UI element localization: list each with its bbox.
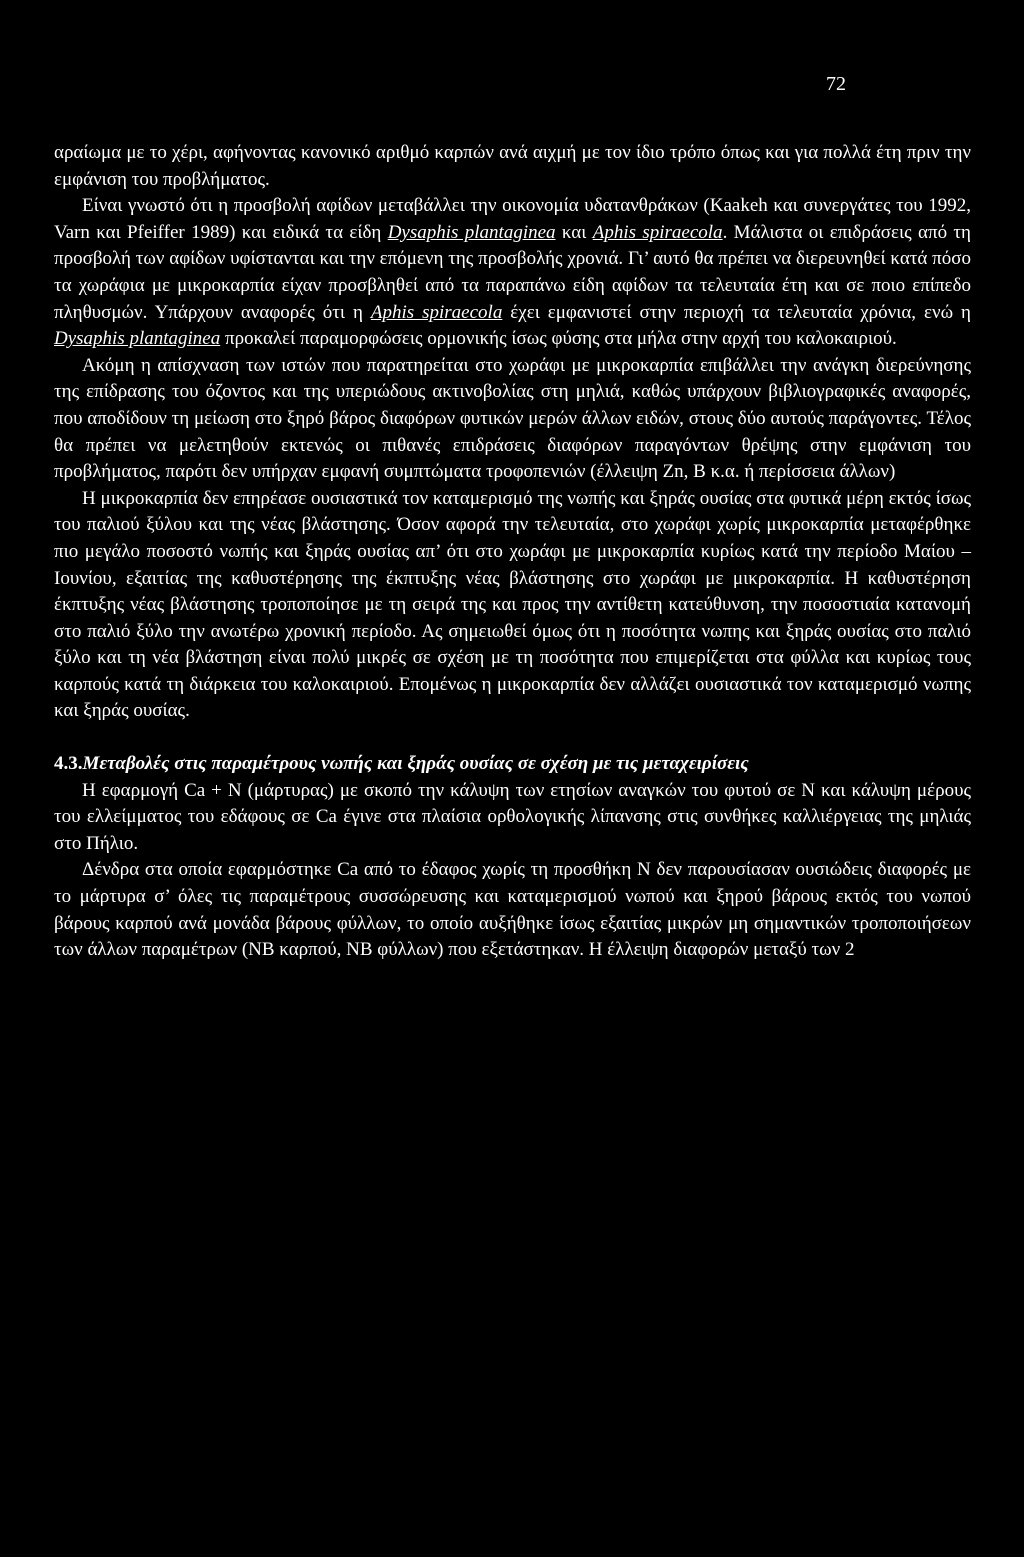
- species-name: Aphis spiraecola: [370, 301, 503, 323]
- paragraph-p6: [54, 857, 971, 963]
- paragraphs-before-section: [54, 140, 971, 725]
- text-run: αραίωμα με το χέρι, αφήνοντας κανονικό αριθμό καρπών ανά αιχμή με τον ίδιο τρόπο όπως και για πολλά έτη πριν την εμφάνιση του προβλήματος.: [54, 142, 971, 190]
- paragraph-p3: [54, 353, 971, 486]
- text-run: Η εφαρμογή Ca + N (μάρτυρας) με σκοπό την κάλυψη των ετησίων αναγκών του φυτού σε N και κάλυψη μέρους του ελλείμματος του εδάφους σε Ca έγινε στα πλαίσια ορθολογικής λίπανσης στις συνθήκες καλλιέργειας της μηλιάς στο Πήλιο.: [54, 779, 971, 854]
- section-heading: [54, 751, 971, 778]
- paragraph-p5: [54, 778, 971, 858]
- section-number: 4.3.: [54, 753, 83, 775]
- text-run: έχει εμφανιστεί στην περιοχή τα τελευταία χρόνια, ενώ η: [502, 301, 971, 323]
- document-body: [54, 140, 971, 964]
- species-name: Dysaphis plantaginea: [54, 328, 221, 350]
- paragraph-p4: [54, 486, 971, 725]
- paragraph-p1: [54, 140, 971, 193]
- section-spacer: [54, 725, 971, 751]
- paragraph-p2: [54, 193, 971, 353]
- text-run: Δένδρα στα οποία εφαρμόστηκε Ca από το έδαφος χωρίς τη προσθήκη N δεν παρουσίασαν ουσιώδεις διαφορές με το μάρτυρα σ’ όλες τις παραμέτρους συσσώρευσης και καταμερισμού νωπού και ξηρού βάρους εκτός του νωπού βάρους καρπού ανά μονάδα βάρους φύλλων, το οποίο αυξήθηκε ίσως εξαιτίας μικρών μη σημαντικών τροποποιήσεων των άλλων παραμέτρων (NB καρπού, NB φύλλων) που εξετάστηκαν. Η έλλειψη διαφορών μεταξύ των 2: [54, 859, 971, 961]
- text-run: Είναι γνωστό ότι η προσβολή αφίδων μεταβάλλει την οικονομία υδατανθράκων (Kaakeh και συνεργάτες του 1992, Varn και Pfeiffer 1989) και ειδικά τα είδη: [54, 195, 971, 243]
- species-name: Dysaphis plantaginea: [387, 221, 556, 243]
- paragraphs-after-section: [54, 778, 971, 964]
- section-title: Μεταβολές στις παραμέτρους νωπής και ξηράς ουσίας σε σχέση με τις μεταχειρίσεις: [82, 753, 749, 775]
- text-run: και: [555, 221, 593, 243]
- text-run: . Μάλιστα οι επιδράσεις από τη προσβολή των αφίδων υφίστανται και την επόμενη της προσβολής χρονιά. Γι’ αυτό θα πρέπει να διερευνηθεί κατά πόσο τα χωράφια με μικροκαρπία είχαν προσβληθεί από τα παραπάνω είδη αφίδων τα τελευταία έτη και σε ποιο επίπεδο πληθυσμών. Υπάρχουν αναφορές ότι η: [54, 221, 971, 323]
- text-run: Ακόμη η απίσχναση των ιστών που παρατηρείται στο χωράφι με μικροκαρπία επιβάλλει την ανάγκη διερεύνησης της επίδρασης του όζοντος και της υπεριώδους ακτινοβολίας στη μηλιά, καθώς υπάρχουν βιβλιογραφικές αναφορές, που αποδίδουν τη μείωση στο ξηρό βάρος διαφόρων φυτικών μερών άλλων ειδών, στους δύο αυτούς παράγοντες. Τέλος θα πρέπει να μελετηθούν εκτενώς οι πιθανές επιδράσεις διαφόρων παραγόντων θρέψης στην εμφάνιση του προβλήματος, παρότι δεν υπήρχαν εμφανή συμπτώματα τροφοπενιών (έλλειψη Zn, B κ.α. ή περίσσεια άλλων): [54, 354, 971, 483]
- page-number: 72: [826, 73, 846, 95]
- text-run: προκαλεί παραμορφώσεις ορμονικής ίσως φύσης στα μήλα στην αρχή του καλοκαιριού.: [220, 328, 897, 350]
- text-run: Η μικροκαρπία δεν επηρέασε ουσιαστικά τον καταμερισμό της νωπής και ξηράς ουσίας στα φυτικά μέρη εκτός ίσως του παλιού ξύλου και της νέας βλάστησης. Όσον αφορά την τελευταία, στο χωράφι χωρίς μικροκαρπία μεταφέρθηκε πιο μεγάλο ποσοστό νωπής και ξηράς ουσίας απ’ ότι στο χωράφι με μικροκαρπία κυρίως κατά την περίοδο Μαίου – Ιουνίου, εξαιτίας της καθυστέρησης της έκπτυξης νέας βλάστησης στο χωράφι με μικροκαρπία. Η καθυστέρηση έκπτυξης νέας βλάστησης τροποποίησε με τη σειρά της και προς την αντίθετη κατεύθυνση, την ποσοστιαία κατανομή στο παλιό ξύλο την ανωτέρω χρονική περίοδο. Ας σημειωθεί όμως ότι η ποσότητα νωπης και ξηράς ουσίας στο παλιό ξύλο και τη νέα βλάστηση είναι πολύ μικρές σε σχέση με τη ποσότητα που επιμερίζεται στα φύλλα και κυρίως τους καρπούς κατά τη διάρκεια του καλοκαιριού. Επομένως η μικροκαρπία δεν αλλάζει ουσιαστικά τον καταμερισμό νωπης και ξηράς ουσίας.: [54, 487, 971, 722]
- species-name: Aphis spiraecola: [592, 221, 723, 243]
